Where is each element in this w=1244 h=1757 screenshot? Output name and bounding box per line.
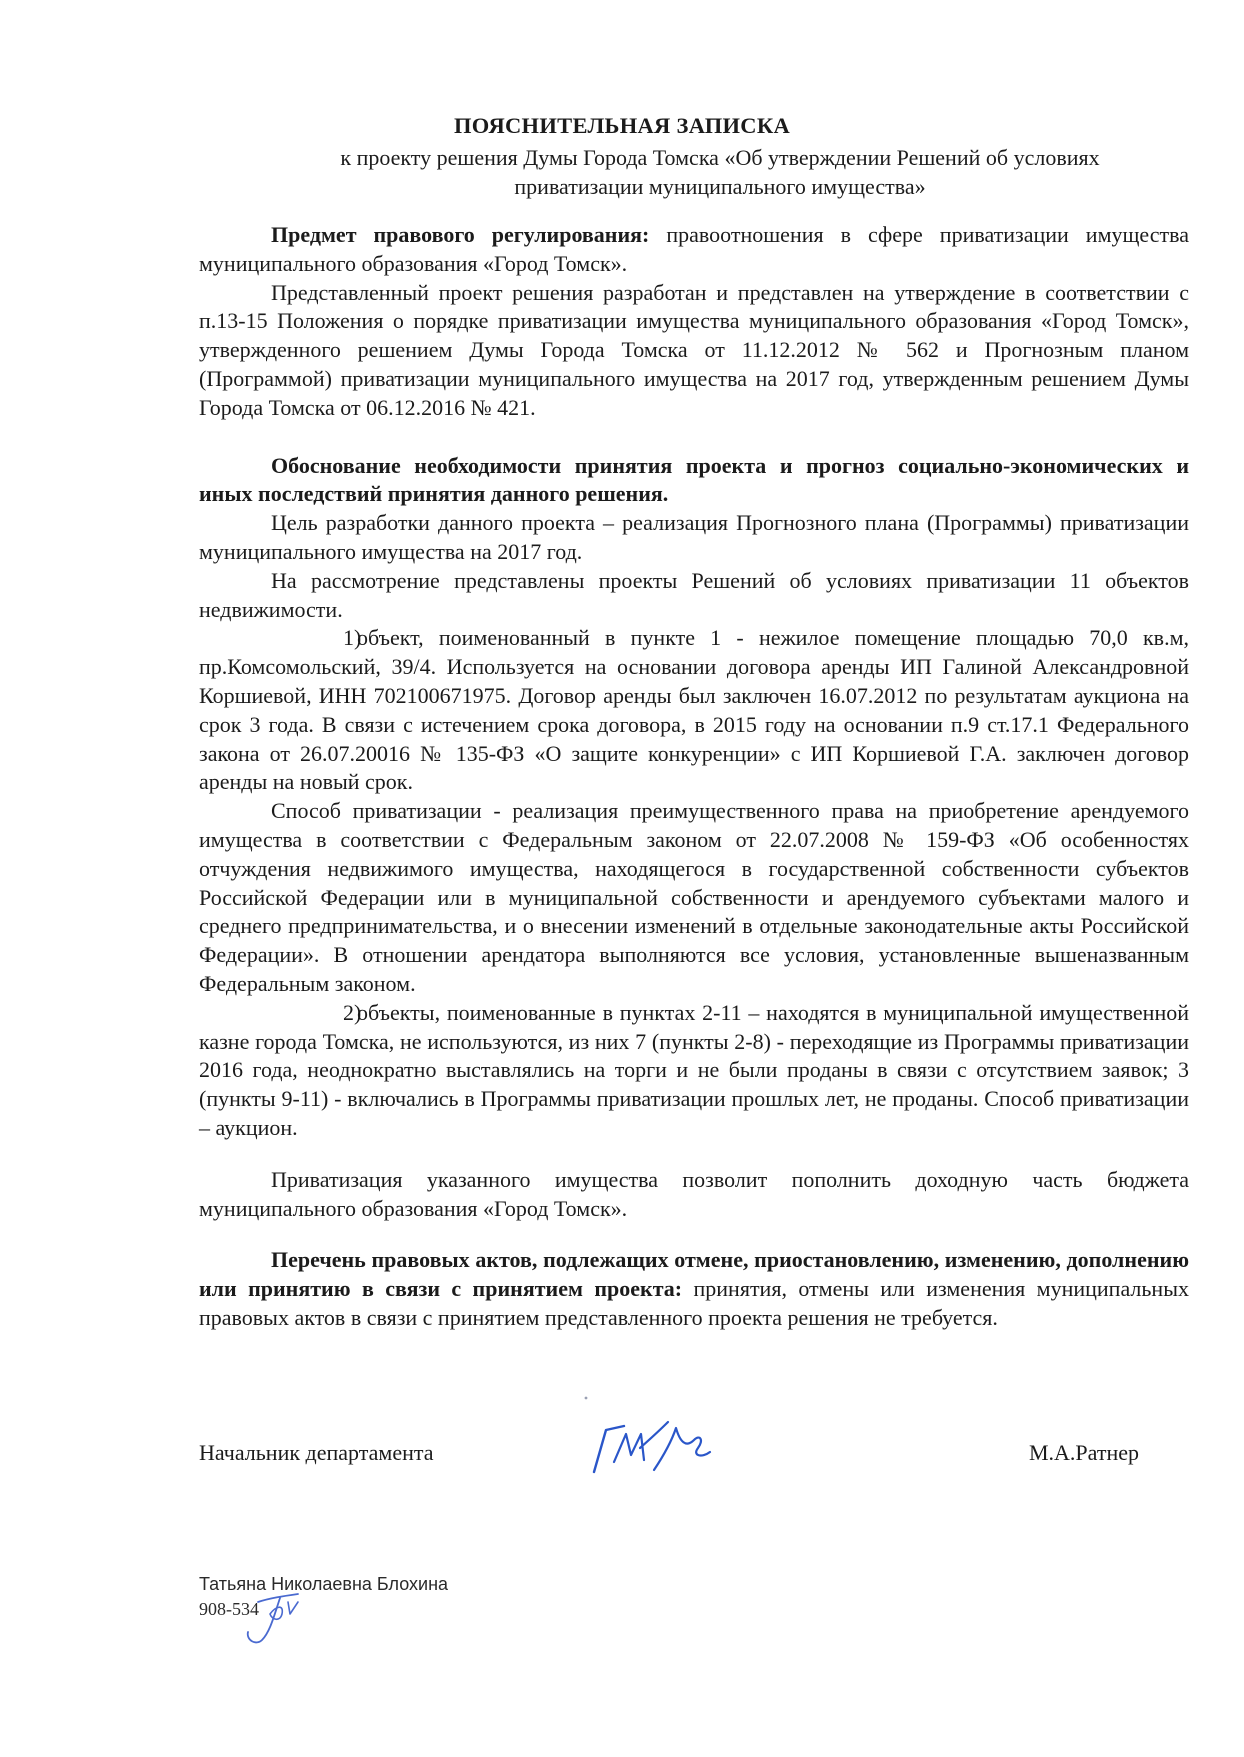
section1-paragraph (199, 221, 1189, 279)
section1-paragraph-2: Представленный проект решения разработан и представлен на утверждение в соответствии с п.13-15 Положения о порядке приватизации имущества муниципального образования «Город Томск», утвержденного решением Думы Города Томска от 11.12.2012 № 562 и Прогнозным планом (Программой) приватизации муниципального имущества на 2017 год, утвержденным решением Думы Города Томска от 06.12.2016 № 421. (199, 279, 1189, 420)
signature-name: М.А.Ратнер (1028, 1440, 1139, 1465)
list-item-2-number: 2) (343, 999, 362, 1025)
subtitle-line-1: к проекту решения Думы Города Томска «Об утверждении Решений об условиях (340, 145, 1100, 170)
section3-text: принятия, отмены или изменения муниципальных правовых актов в связи с принятием представленного проекта решения не требуется. (199, 1276, 1189, 1330)
subtitle-line-2: приватизации муниципального имущества» (514, 174, 926, 199)
executor-phone: 908-534 (199, 1599, 259, 1619)
section3-heading: Перечень правовых актов, подлежащих отмене, приостановлению, изменению, дополнению или принятию в связи с принятием проекта: (199, 1247, 1189, 1302)
section2-paragraph-2: На рассмотрение представлены проекты Решений об условиях приватизации 11 объектов недвижимости. (199, 567, 1189, 622)
section1-heading: Предмет правового регулирования: (271, 222, 650, 247)
list-item-1-text: объект, поименованный в пункте 1 - нежилое помещение площадью 70,0 кв.м, пр.Комсомольский, 39/4. Используется на основании договора аренды ИП Галиной Александровной Коршиевой, ИНН 702100671975. Договор аренды был заключен 16.07.2012 по результатам аукциона на срок 3 года. В связи с истечением срока договора, в 2015 году на основании п.9 ст.17.1 Федерального закона от 26.07.20016 № 135-ФЗ «О защите конкуренции» с ИП Коршиевой Г.А. заключен договор аренды на новый срок. (199, 625, 1189, 795)
document-title: ПОЯСНИТЕЛЬНАЯ ЗАПИСКА (453, 113, 791, 138)
section1-text: правоотношения в сфере приватизации имущества муниципального образования «Город Томск». (199, 222, 1189, 276)
section2-paragraph-4: Приватизация указанного имущества позволит пополнить доходную часть бюджета муниципального образования «Город Томск». (199, 1166, 1189, 1221)
handwritten-initials (240, 1580, 320, 1650)
list-item-2-text: объекты, поименованные в пунктах 2-11 – находятся в муниципальной имущественной казне города Томска, не используются, из них 7 (пункты 2-8) - переходящие из Программы приватизации 2016 года, неоднократно выставлялись на торги и не были проданы в связи с отсутствием заявок; 3 (пункты 9-11) - включались в Программы приватизации прошлых лет, не проданы. Способ приватизации – аукцион. (199, 999, 1189, 1140)
section3-paragraph (199, 1246, 1189, 1332)
executor-footer (199, 1572, 448, 1622)
executor-name: Татьяна Николаевна Блохина (199, 1574, 449, 1594)
handwritten-signature (584, 1400, 734, 1500)
signature-row (199, 1440, 1139, 1520)
list-item-2 (199, 999, 1189, 1143)
signature-position: Начальник департамента (199, 1440, 434, 1465)
list-item-1 (199, 624, 1189, 797)
list-item-1-number: 1) (343, 625, 362, 651)
section2-paragraph-3: Способ приватизации - реализация преимущественного права на приобретение арендуемого имущества в соответствии с Федеральным законом от 22.07.2008 № 159-ФЗ «Об особенностях отчуждения недвижимого имущества, находящегося в государственной собственности субъектов Российской Федерации или в муниципальной собственности и арендуемого субъектами малого и среднего предпринимательства, и о внесении изменений в отдельные законодательные акты Российской Федерации». В отношении арендатора выполняются все условия, установленные вышеназванным Федеральным законом. (199, 798, 1189, 996)
document-body (199, 221, 1189, 1333)
document-subtitle (250, 143, 1190, 201)
section2-paragraph-1: Цель разработки данного проекта – реализация Прогнозного плана (Программы) приватизации муниципального имущества на 2017 год. (199, 510, 1189, 564)
section2-heading: Обоснование необходимости принятия проекта и прогноз социально-экономических и иных последствий принятия данного решения. (199, 452, 1189, 507)
